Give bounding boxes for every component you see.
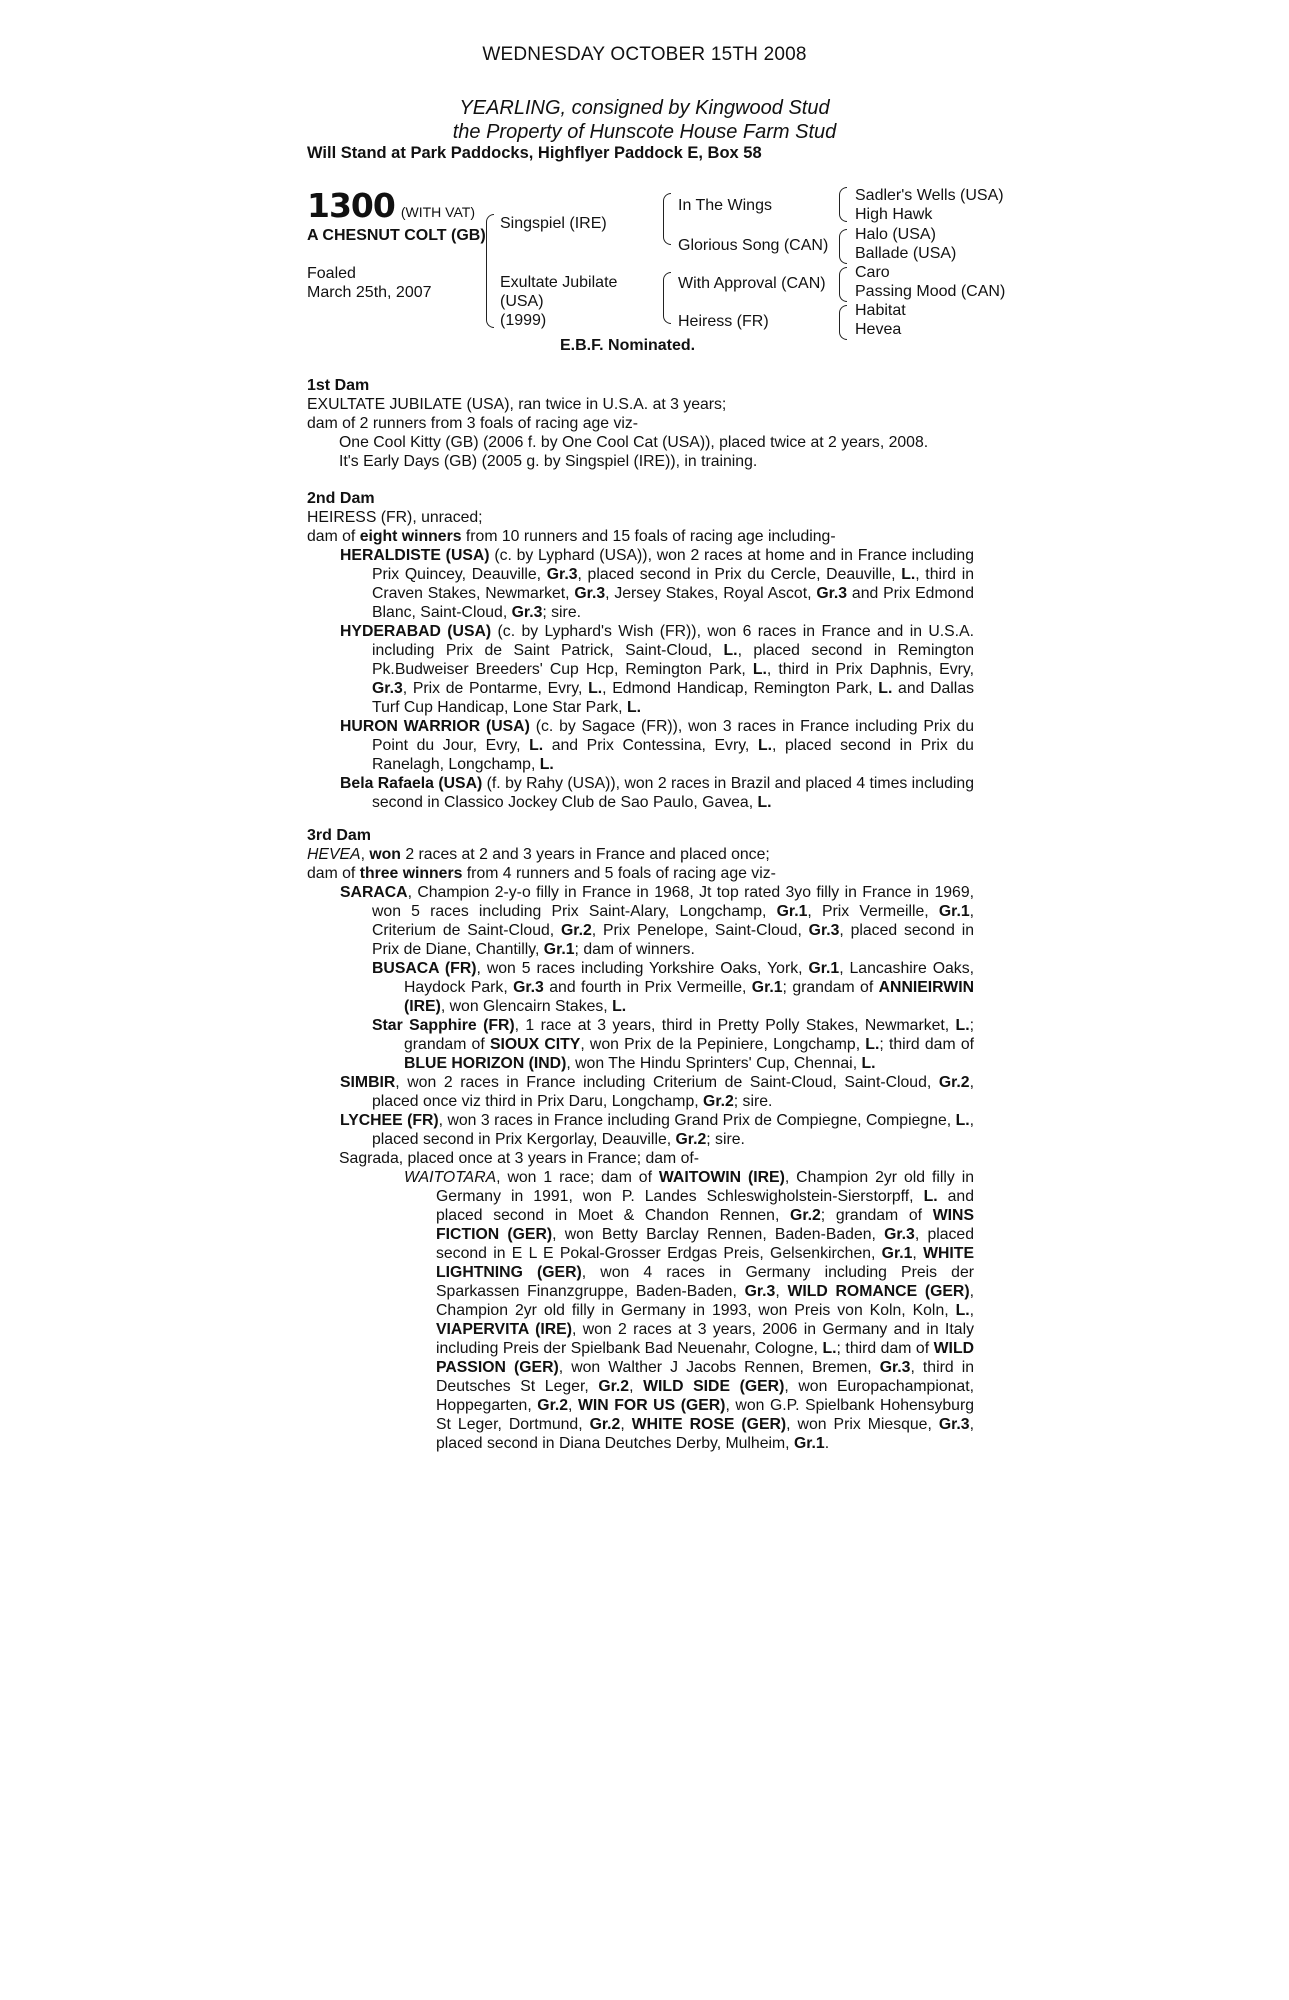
progeny-item: It's Early Days (GB) (2005 g. by Singspiel (IRE)), in training. bbox=[339, 453, 758, 470]
pedigree-sire: Singspiel (IRE) bbox=[500, 215, 607, 232]
pedigree-dam-line3: (1999) bbox=[500, 312, 547, 329]
pedigree-sire-dam: Glorious Song (CAN) bbox=[678, 237, 829, 254]
lot-number: 1300 bbox=[307, 186, 395, 225]
first-dam-line2: dam of 2 runners from 3 foals of racing age viz- bbox=[307, 415, 639, 432]
pedigree-brace-2b bbox=[663, 272, 671, 324]
pedigree-dam-line2: (USA) bbox=[500, 293, 544, 310]
foaled-label: Foaled bbox=[307, 265, 356, 282]
pedigree-g3-8: Hevea bbox=[855, 321, 902, 338]
progeny-item: HURON WARRIOR (USA) (c. by Sagace (FR)), won 3 races in France including Prix du Point du Jour, Evry, L. and Prix Contessina, Evry, L., placed second in Prix du Ranelagh, Longchamp, L. bbox=[340, 718, 975, 773]
pedigree-brace-2a bbox=[663, 193, 671, 245]
sale-date: WEDNESDAY OCTOBER 15TH 2008 bbox=[482, 44, 807, 65]
pedigree-brace-3d bbox=[839, 305, 847, 340]
first-dam-section bbox=[307, 376, 974, 471]
pedigree-brace-3a bbox=[839, 187, 847, 222]
first-dam-heading: 1st Dam bbox=[307, 377, 370, 394]
pedigree-g3-4: Ballade (USA) bbox=[855, 245, 957, 262]
third-dam-heading: 3rd Dam bbox=[307, 827, 372, 844]
progeny-item: Bela Rafaela (USA) (f. by Rahy (USA)), won 2 races in Brazil and placed 4 times including second in Classico Jockey Club de Sao Paulo, Gavea, L. bbox=[340, 775, 975, 811]
ebf-nominated: E.B.F. Nominated. bbox=[560, 337, 696, 354]
pedigree-g3-2: High Hawk bbox=[855, 206, 933, 223]
stand-location: Will Stand at Park Paddocks, Highflyer Paddock E, Box 58 bbox=[307, 144, 762, 162]
progeny-item: HYDERABAD (USA) (c. by Lyphard's Wish (FR)), won 6 races in France and in U.S.A. including Prix de Saint Patrick, Saint-Cloud, L., placed second in Remington Pk.Budweiser Breeders' Cup Hcp, Remington Park, L., third in Prix Daphnis, Evry, Gr.3, Prix de Pontarme, Evry, L., Edmond Handicap, Remington Park, L. and Dallas Turf Cup Handicap, Lone Star Park, L. bbox=[340, 623, 974, 716]
second-dam-section bbox=[307, 489, 974, 812]
pedigree-dam-sire: With Approval (CAN) bbox=[678, 275, 826, 292]
pedigree-dam-line1: Exultate Jubilate bbox=[500, 274, 618, 291]
pedigree-g3-3: Halo (USA) bbox=[855, 226, 936, 243]
second-dam-line1: HEIRESS (FR), unraced; bbox=[307, 509, 483, 526]
progeny-item: Sagrada, placed once at 3 years in France; dam of- bbox=[339, 1150, 700, 1167]
first-dam-line1: EXULTATE JUBILATE (USA), ran twice in U.S.A. at 3 years; bbox=[307, 396, 727, 413]
lot-number-block bbox=[307, 186, 475, 225]
lot-name: A CHESNUT COLT (GB) bbox=[307, 227, 486, 244]
pedigree-g3-1: Sadler's Wells (USA) bbox=[855, 187, 1004, 204]
foaled-info bbox=[307, 264, 432, 302]
property-line: the Property of Hunscote House Farm Stud bbox=[452, 121, 837, 143]
pedigree-dam-dam: Heiress (FR) bbox=[678, 313, 769, 330]
second-dam-heading: 2nd Dam bbox=[307, 490, 375, 507]
foaled-date: March 25th, 2007 bbox=[307, 284, 432, 301]
third-dam-line1: HEVEA, won 2 races at 2 and 3 years in France and placed once; bbox=[307, 846, 770, 863]
progeny-item: WAITOTARA, won 1 race; dam of WAITOWIN (IRE), Champion 2yr old filly in Germany in 1991, won P. Landes Schleswigholstein-Sierstorpff, L. and placed second in Moet & Chandon Rennen, Gr.2; grandam of WINS FICTION (GER), won Betty Barclay Rennen, Baden-Baden, Gr.3, placed second in E L E Pokal-Grosser Erdgas Preis, Gelsenkirchen, Gr.1, WHITE LIGHTNING (GER), won 4 races in Germany including Preis der Sparkassen Finanzgruppe, Baden-Baden, Gr.3, WILD ROMANCE (GER), Champion 2yr old filly in Germany in 1993, won Preis von Koln, Koln, L., VIAPERVITA (IRE), won 2 races at 3 years, 2006 in Germany and in Italy including Preis der Spielbank Bad Neuenahr, Cologne, L.; third dam of WILD PASSION (GER), won Walther J Jacobs Rennen, Bremen, Gr.3, third in Deutsches St Leger, Gr.2, WILD SIDE (GER), won Europachampionat, Hoppegarten, Gr.2, WIN FOR US (GER), won G.P. Spielbank Hohensyburg St Leger, Dortmund, Gr.2, WHITE ROSE (GER), won Prix Miesque, Gr.3, placed second in Diana Deutches Derby, Mulheim, Gr.1. bbox=[404, 1169, 975, 1452]
progeny-item: SIMBIR, won 2 races in France including Criterium de Saint-Cloud, Saint-Cloud, Gr.2, placed once viz third in Prix Daru, Longchamp, Gr.2; sire. bbox=[340, 1074, 974, 1110]
progeny-item: LYCHEE (FR), won 3 races in France including Grand Prix de Compiegne, Compiegne, L., placed second in Prix Kergorlay, Deauville, Gr.2; sire. bbox=[340, 1112, 974, 1148]
consignor-line: YEARLING, consigned by Kingwood Stud bbox=[459, 97, 830, 119]
third-dam-section bbox=[307, 826, 974, 1453]
progeny-item: SARACA, Champion 2-y-o filly in France in 1968, Jt top rated 3yo filly in France in 1969, won 5 races including Prix Saint-Alary, Longchamp, Gr.1, Prix Vermeille, Gr.1, Criterium de Saint-Cloud, Gr.2, Prix Penelope, Saint-Cloud, Gr.3, placed second in Prix de Diane, Chantilly, Gr.1; dam of winners. bbox=[340, 884, 975, 958]
progeny-item: One Cool Kitty (GB) (2006 f. by One Cool Cat (USA)), placed twice at 2 years, 2008. bbox=[339, 434, 929, 451]
vat-note: (WITH VAT) bbox=[400, 204, 475, 220]
second-dam-line2: dam of eight winners from 10 runners and 15 foals of racing age including- bbox=[307, 528, 836, 545]
pedigree-brace-3b bbox=[839, 229, 847, 264]
progeny-item: BUSACA (FR), won 5 races including Yorkshire Oaks, York, Gr.1, Lancashire Oaks, Haydock Park, Gr.3 and fourth in Prix Vermeille, Gr.1; grandam of ANNIEIRWIN (IRE), won Glencairn Stakes, L. bbox=[372, 960, 974, 1015]
third-dam-line2: dam of three winners from 4 runners and 5 foals of racing age viz- bbox=[307, 865, 776, 882]
pedigree-brace-3c bbox=[839, 267, 847, 302]
progeny-item: Star Sapphire (FR), 1 race at 3 years, third in Pretty Polly Stakes, Newmarket, L.; grandam of SIOUX CITY, won Prix de la Pepiniere, Longchamp, L.; third dam of BLUE HORIZON (IND), won The Hindu Sprinters' Cup, Chennai, L. bbox=[372, 1017, 974, 1072]
progeny-item: HERALDISTE (USA) (c. by Lyphard (USA)), won 2 races at home and in France including Prix Quincey, Deauville, Gr.3, placed second in Prix du Cercle, Deauville, L., third in Craven Stakes, Newmarket, Gr.3, Jersey Stakes, Royal Ascot, Gr.3 and Prix Edmond Blanc, Saint-Cloud, Gr.3; sire. bbox=[340, 547, 974, 621]
pedigree-brace-1 bbox=[486, 214, 494, 328]
pedigree-sire-sire: In The Wings bbox=[678, 197, 772, 214]
pedigree-g3-5: Caro bbox=[855, 264, 890, 281]
pedigree-g3-7: Habitat bbox=[855, 302, 906, 319]
pedigree-g3-6: Passing Mood (CAN) bbox=[855, 283, 1006, 300]
